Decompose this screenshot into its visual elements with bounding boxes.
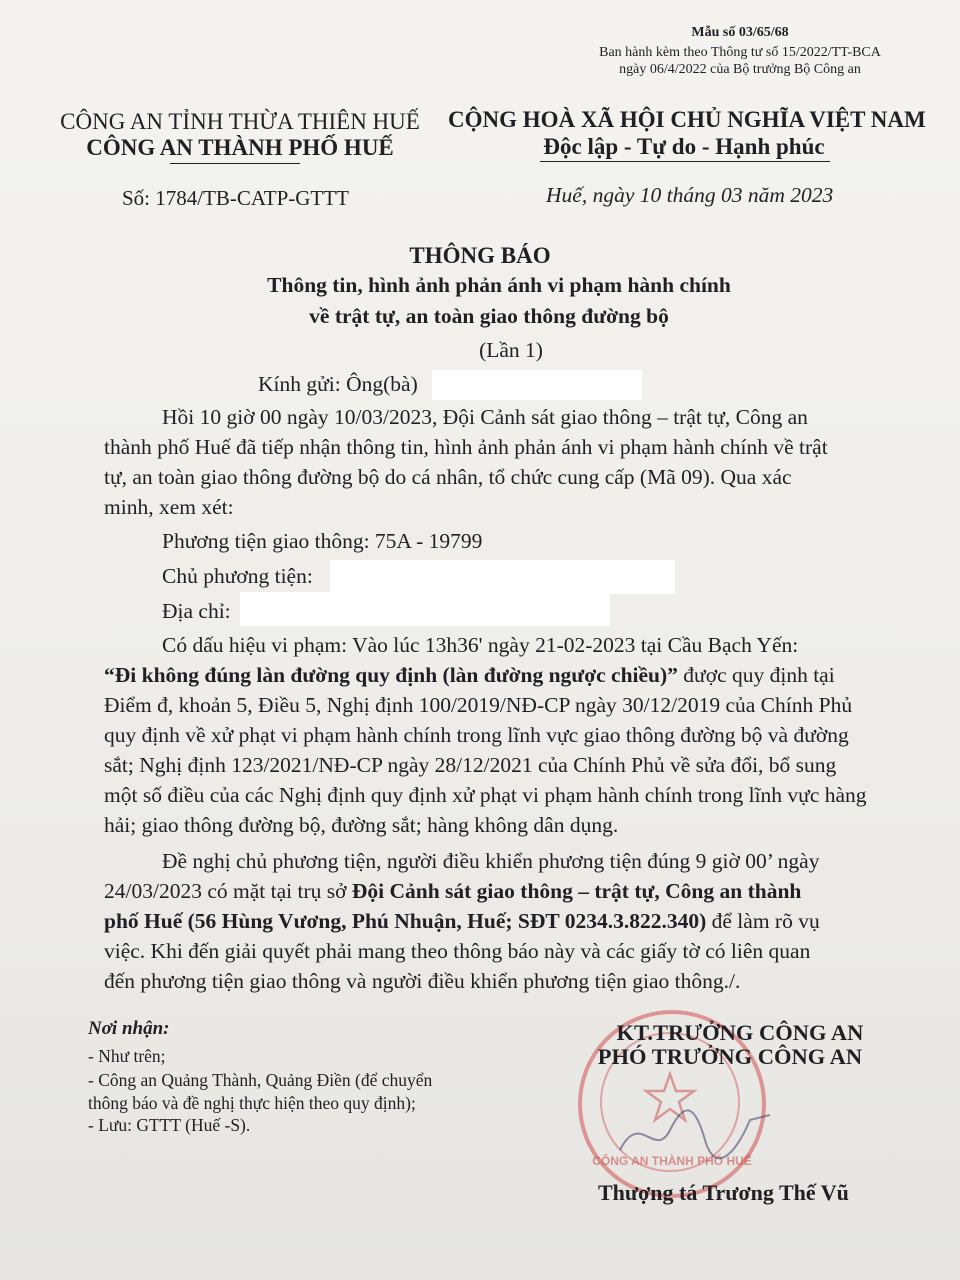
recipients-item2b: thông báo và đề nghị thực hiện theo quy định); [88, 1093, 416, 1113]
recipients-item1: - Như trên; [88, 1046, 166, 1066]
vehicle-field: Phương tiện giao thông: 75A - 19799 [162, 529, 483, 553]
signature-title1: KT.TRƯỞNG CÔNG AN [616, 1020, 864, 1045]
request-line1: Đề nghị chủ phương tiện, người điều khiển phương tiện đúng 9 giờ 00’ ngày [162, 849, 820, 873]
violation-line2 [104, 660, 835, 690]
request-office-address: phố Huế (56 Hùng Vương, Phú Nhuận, Huế; SĐT 0234.3.822.340) [104, 909, 707, 933]
nation-name: CỘNG HOÀ XÃ HỘI CHỦ NGHĨA VIỆT NAM [448, 107, 926, 132]
request-line3 [104, 906, 820, 936]
recipients-label: Nơi nhận: [88, 1018, 170, 1039]
violation-line6: một số điều của các Nghị định quy định xử phạt vi phạm hành chính trong lĩnh vực hàng [104, 783, 867, 807]
request-line2-start: 24/03/2023 có mặt tại trụ sở [104, 879, 352, 903]
nation-motto: Độc lập - Tự do - Hạnh phúc [543, 134, 825, 159]
document-title: THÔNG BÁO [409, 243, 551, 268]
redacted-owner [330, 560, 675, 594]
paragraph1-line3: tự, an toàn giao thông đường bộ do cá nhân, tổ chức cung cấp (Mã 09). Qua xác [104, 465, 792, 489]
motto-underline [540, 161, 830, 162]
paragraph1-line4: minh, xem xét: [104, 495, 234, 519]
violation-line7: hải; giao thông đường bộ, đường sắt; hàng không dân dụng. [104, 813, 619, 837]
form-number: Mẫu số 03/65/68 [691, 25, 789, 40]
recipients-item3: - Lưu: GTTT (Huế -S). [88, 1115, 251, 1135]
recipient-label: Kính gửi: Ông(bà) [258, 372, 418, 396]
signature-title2: PHÓ TRƯỞNG CÔNG AN [597, 1044, 863, 1069]
violation-line4: quy định về xử phạt vi phạm hành chính trong lĩnh vực giao thông đường bộ và đường [104, 723, 849, 747]
violation-name: “Đi không đúng làn đường quy định (làn đường ngược chiều)” [104, 663, 678, 687]
form-issued-line2: ngày 06/4/2022 của Bộ trưởng Bộ Công an [619, 62, 861, 77]
form-issued-line1: Ban hành kèm theo Thông tư số 15/2022/TT-BCA [599, 45, 881, 60]
request-office-name: Đội Cảnh sát giao thông – trật tự, Công an thành [351, 879, 802, 903]
title-line1: Thông tin, hình ảnh phản ánh vi phạm hành chính [267, 273, 731, 297]
violation-line5: sắt; Nghị định 123/2021/NĐ-CP ngày 28/12/2021 của Chính Phủ về sửa đổi, bổ sung [104, 753, 837, 777]
title-line2: về trật tự, an toàn giao thông đường bộ [309, 304, 669, 328]
violation-line1: Có dấu hiệu vi phạm: Vào lúc 13h36' ngày 21-02-2023 tại Cầu Bạch Yến: [162, 633, 799, 657]
handwritten-signature [610, 1100, 780, 1170]
request-line4: việc. Khi đến giải quyết phải mang theo thông báo này và các giấy tờ có liên quan [104, 939, 811, 963]
paragraph1-line2: thành phố Huế đã tiếp nhận thông tin, hình ảnh phản ánh vi phạm hành chính về trật [104, 435, 828, 459]
owner-field: Chủ phương tiện: [162, 564, 313, 588]
place-date: Huế, ngày 10 tháng 03 năm 2023 [546, 183, 834, 207]
agency-name: CÔNG AN THÀNH PHỐ HUẾ [86, 135, 394, 160]
address-field: Địa chỉ: [162, 599, 231, 623]
document-number: Số: 1784/TB-CATP-GTTT [122, 186, 349, 210]
seal-text: CÔNG AN THÀNH PHỐ HUẾ [592, 1154, 752, 1168]
title-line3: (Lần 1) [479, 338, 543, 362]
paragraph1-line1: Hồi 10 giờ 00 ngày 10/03/2023, Đội Cảnh sát giao thông – trật tự, Công an [162, 405, 808, 429]
violation-line2-rest: được quy định tại [677, 663, 835, 687]
recipients-item2a: - Công an Quảng Thành, Quảng Điền (để chuyển [88, 1070, 433, 1090]
request-line5: đến phương tiện giao thông và người điều khiển phương tiện giao thông./. [104, 969, 741, 993]
signer-name: Thượng tá Trương Thế Vũ [598, 1180, 849, 1205]
request-line3-end: để làm rõ vụ [706, 909, 820, 933]
request-line2 [104, 876, 801, 906]
redacted-recipient-name [432, 370, 642, 400]
agency-underline [170, 163, 300, 164]
violation-line3: Điểm đ, khoản 5, Điều 5, Nghị định 100/2019/NĐ-CP ngày 30/12/2019 của Chính Phủ [104, 693, 853, 717]
agency-parent: CÔNG AN TỈNH THỪA THIÊN HUẾ [60, 109, 420, 134]
redacted-address [240, 592, 610, 626]
